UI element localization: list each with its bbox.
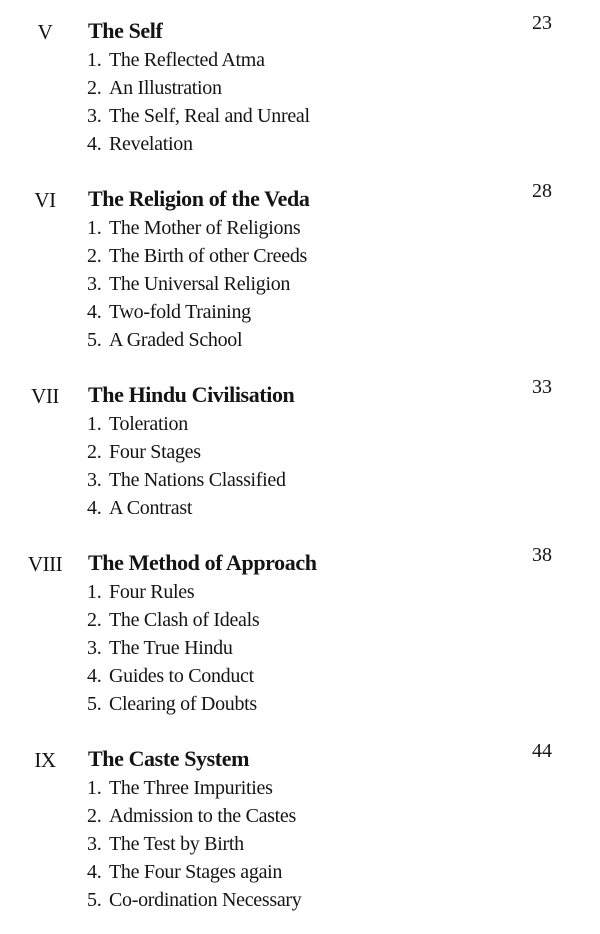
chapter-page-number: 28 — [532, 180, 552, 202]
section-title: The Mother of Religions — [109, 217, 301, 239]
list-item — [87, 46, 310, 74]
list-item — [87, 214, 307, 242]
section-number: 4. — [87, 497, 102, 519]
chapter-title: The Self — [88, 18, 163, 43]
section-title: Guides to Conduct — [109, 665, 254, 687]
section-list — [87, 46, 310, 158]
section-title: A Contrast — [109, 497, 193, 519]
list-item — [87, 410, 286, 438]
section-number: 3. — [87, 469, 102, 491]
section-title: Two-fold Training — [109, 301, 251, 323]
section-number: 1. — [87, 217, 102, 239]
list-item — [87, 886, 302, 914]
list-item — [87, 830, 302, 858]
list-item — [87, 298, 307, 326]
chapter-title: The Religion of the Veda — [88, 186, 310, 211]
section-number: 5. — [87, 693, 102, 715]
section-number: 1. — [87, 777, 102, 799]
list-item — [87, 438, 286, 466]
list-item — [87, 858, 302, 886]
list-item — [87, 578, 259, 606]
section-number: 1. — [87, 581, 102, 603]
chapter-number: IX — [34, 748, 56, 772]
section-list — [87, 578, 259, 718]
list-item — [87, 662, 259, 690]
list-item — [87, 634, 259, 662]
list-item — [87, 690, 259, 718]
section-list — [87, 774, 302, 914]
section-title: Admission to the Castes — [109, 805, 296, 827]
list-item — [87, 494, 286, 522]
section-title: The Birth of other Creeds — [109, 245, 307, 267]
chapter-number: VI — [34, 188, 56, 212]
section-title: Clearing of Doubts — [109, 693, 257, 715]
section-number: 2. — [87, 805, 102, 827]
list-item — [87, 270, 307, 298]
chapter-title: The Hindu Civilisation — [88, 382, 295, 407]
chapter-title: The Caste System — [88, 746, 250, 771]
section-title: The True Hindu — [109, 637, 233, 659]
section-number: 1. — [87, 49, 102, 71]
section-list — [87, 410, 286, 522]
section-list — [87, 214, 307, 354]
section-title: Co-ordination Necessary — [109, 889, 302, 911]
section-number: 5. — [87, 329, 102, 351]
section-number: 2. — [87, 245, 102, 267]
chapter-title: The Method of Approach — [88, 550, 317, 575]
section-number: 3. — [87, 273, 102, 295]
chapter-page-number: 23 — [532, 12, 552, 34]
section-title: Revelation — [109, 133, 193, 155]
list-item — [87, 130, 310, 158]
section-number: 1. — [87, 413, 102, 435]
section-title: The Self, Real and Unreal — [109, 105, 310, 127]
list-item — [87, 102, 310, 130]
section-title: The Nations Classified — [109, 469, 286, 491]
chapter-page-number: 44 — [532, 740, 552, 762]
chapter-number: V — [37, 20, 53, 44]
section-number: 3. — [87, 833, 102, 855]
chapter-page-number: 38 — [532, 544, 552, 566]
list-item — [87, 74, 310, 102]
section-number: 4. — [87, 665, 102, 687]
list-item — [87, 326, 307, 354]
section-title: The Test by Birth — [109, 833, 244, 855]
section-title: A Graded School — [109, 329, 243, 351]
list-item — [87, 606, 259, 634]
section-number: 3. — [87, 105, 102, 127]
section-number: 2. — [87, 77, 102, 99]
chapter-page-number: 33 — [532, 376, 552, 398]
section-title: Four Stages — [109, 441, 201, 463]
section-number: 4. — [87, 133, 102, 155]
list-item — [87, 774, 302, 802]
section-number: 5. — [87, 889, 102, 911]
section-title: Toleration — [109, 413, 188, 435]
section-number: 2. — [87, 441, 102, 463]
list-item — [87, 466, 286, 494]
chapter-number: VIII — [27, 552, 63, 576]
section-title: The Three Impurities — [109, 777, 273, 799]
section-title: The Clash of Ideals — [109, 609, 260, 631]
section-title: The Four Stages again — [109, 861, 283, 883]
section-number: 3. — [87, 637, 102, 659]
section-title: The Reflected Atma — [109, 49, 265, 71]
section-title: Four Rules — [109, 581, 195, 603]
section-number: 4. — [87, 861, 102, 883]
section-number: 4. — [87, 301, 102, 323]
section-title: The Universal Religion — [109, 273, 291, 295]
section-number: 2. — [87, 609, 102, 631]
chapter-number: VII — [31, 384, 59, 408]
list-item — [87, 242, 307, 270]
list-item — [87, 802, 302, 830]
section-title: An Illustration — [109, 77, 222, 99]
